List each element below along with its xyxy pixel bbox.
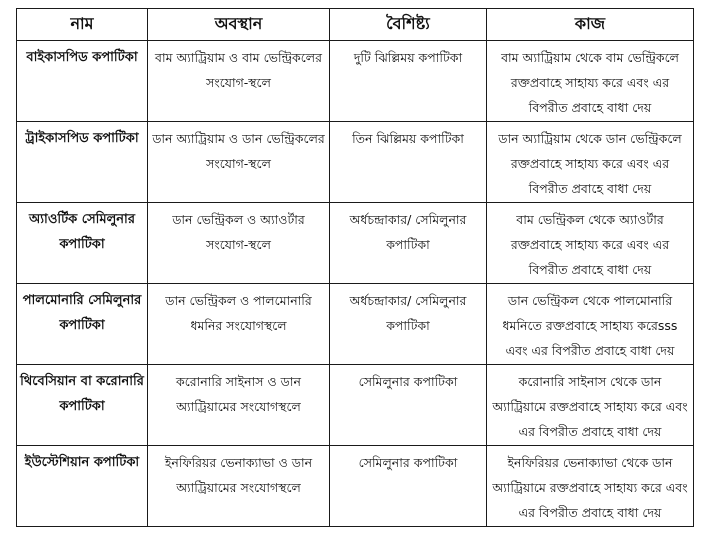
cell-feature: অর্ধচন্দ্রাকার/ সেমিলুনার কপাটিকা xyxy=(330,284,487,365)
cell-location: ইনফিরিয়র ভেনাক্যাভা ও ডান অ্যাট্রিয়ামের সংযোগস্থলে xyxy=(148,446,330,527)
document xyxy=(16,8,694,527)
table-row xyxy=(17,41,694,122)
table-row xyxy=(17,446,694,527)
header-name: নাম xyxy=(17,9,148,41)
cell-location: ডান ভেন্ট্রিকল ও অ্যাওর্টার সংযোগ-স্থলে xyxy=(148,203,330,284)
cell-feature: তিন ঝিল্লিময় কপাটিকা xyxy=(330,122,487,203)
table-header xyxy=(17,9,694,41)
header-function: কাজ xyxy=(487,9,694,41)
cell-function: বাম ভেন্ট্রিকল থেকে অ্যাওর্টার রক্তপ্রবাহে সাহায্য করে এবং এর বিপরীত প্রবাহে বাধা দেয় xyxy=(487,203,694,284)
cell-function: ইনফিরিয়র ভেনাক্যাভা থেকে ডান অ্যাট্রিয়ামে রক্তপ্রবাহে সাহায্য করে এবং এর বিপরীত প্রবাহে বাধা দেয় xyxy=(487,446,694,527)
cell-feature: দুটি ঝিল্লিময় কপাটিকা xyxy=(330,41,487,122)
table-body xyxy=(17,41,694,527)
cell-location: বাম অ্যাট্রিয়াম ও বাম ভেন্ট্রিকলের সংযোগ-স্থলে xyxy=(148,41,330,122)
cell-name: থিবেসিয়ান বা করোনারি কপাটিকা xyxy=(17,365,148,446)
cell-function: ডান অ্যাট্রিয়াম থেকে ডান ভেন্ট্রিকলে রক্তপ্রবাহে সাহায্য করে এবং এর বিপরীত প্রবাহে বাধা দেয় xyxy=(487,122,694,203)
table-row xyxy=(17,122,694,203)
header-feature: বৈশিষ্ট্য xyxy=(330,9,487,41)
header-row xyxy=(17,9,694,41)
cell-function: করোনারি সাইনাস থেকে ডান অ্যাট্রিয়ামে রক্তপ্রবাহে সাহায্য করে এবং এর বিপরীত প্রবাহে বাধা দেয় xyxy=(487,365,694,446)
cell-function: ডান ভেন্ট্রিকল থেকে পালমোনারি ধমনিতে রক্তপ্রবাহে সাহায্য করেsss এবং এর বিপরীত প্রবাহে বাধা দেয় xyxy=(487,284,694,365)
cell-location: ডান ভেন্ট্রিকল ও পালমোনারি ধমনির সংযোগস্থলে xyxy=(148,284,330,365)
cell-name: পালমোনারি সেমিলুনার কপাটিকা xyxy=(17,284,148,365)
cell-name: অ্যাওর্টিক সেমিলুনার কপাটিকা xyxy=(17,203,148,284)
cell-name: ইউস্টেশিয়ান কপাটিকা xyxy=(17,446,148,527)
header-location: অবস্থান xyxy=(148,9,330,41)
cell-location: করোনারি সাইনাস ও ডান অ্যাট্রিয়ামের সংযোগস্থলে xyxy=(148,365,330,446)
cell-feature: সেমিলুনার কপাটিকা xyxy=(330,365,487,446)
cell-feature: অর্ধচন্দ্রাকার/ সেমিলুনার কপাটিকা xyxy=(330,203,487,284)
table-row xyxy=(17,284,694,365)
table-row xyxy=(17,365,694,446)
cell-location: ডান অ্যাট্রিয়াম ও ডান ভেন্ট্রিকলের সংযোগ-স্থলে xyxy=(148,122,330,203)
table-row xyxy=(17,203,694,284)
cell-name: ট্রাইকাসপিড কপাটিকা xyxy=(17,122,148,203)
cell-function: বাম অ্যাট্রিয়াম থেকে বাম ভেন্ট্রিকলে রক্তপ্রবাহে সাহায্য করে এবং এর বিপরীত প্রবাহে বাধা দেয় xyxy=(487,41,694,122)
valve-table xyxy=(16,8,694,527)
cell-name: বাইকাসপিড কপাটিকা xyxy=(17,41,148,122)
cell-feature: সেমিলুনার কপাটিকা xyxy=(330,446,487,527)
